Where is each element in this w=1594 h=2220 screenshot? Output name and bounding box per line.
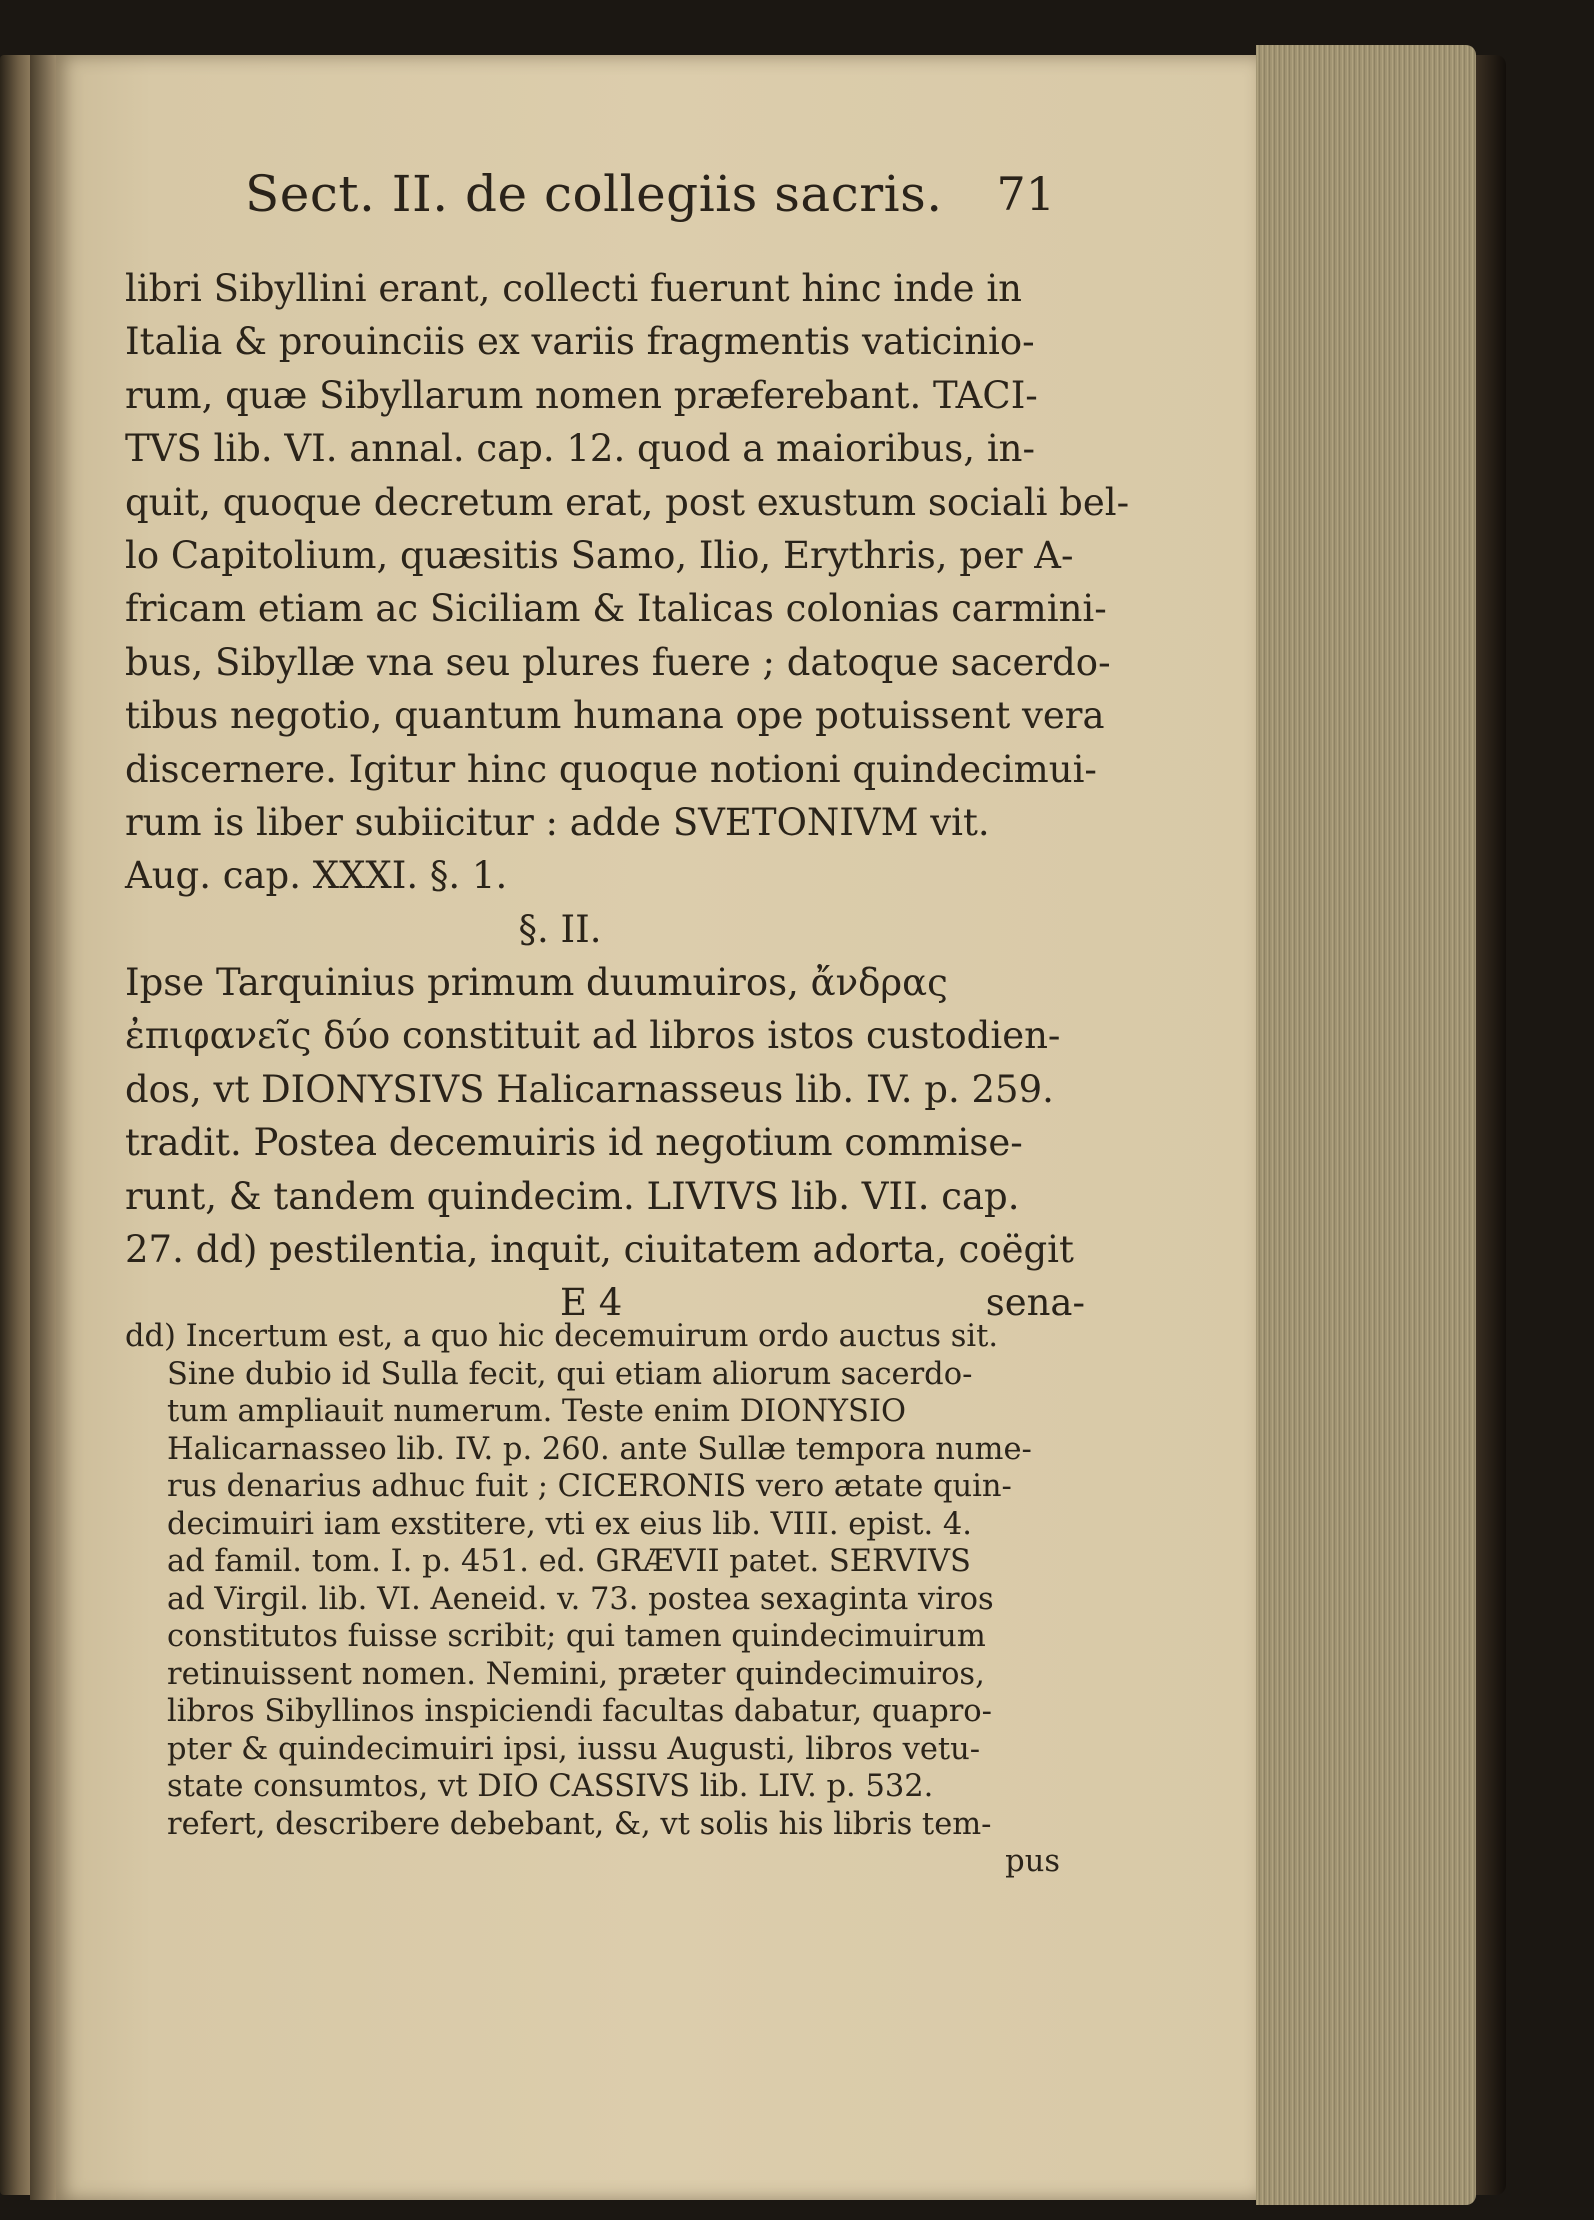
page-number: 71: [996, 167, 1055, 221]
footnote-line: libros Sibyllinos inspiciendi facultas dabatur, quapro-: [167, 1694, 992, 1729]
catchword: sena-: [985, 1281, 1085, 1325]
text-line: discernere. Igitur hinc quoque notioni quindecimui-: [125, 747, 1097, 791]
running-head-title: Sect. II. de collegiis sacris.: [245, 165, 943, 223]
footnote-line: ad Virgil. lib. VI. Aeneid. v. 73. postea sexaginta viros: [167, 1581, 994, 1617]
footnotes: [125, 1318, 1060, 1881]
main-text: [125, 262, 1130, 1330]
text-line: rum, quæ Sibyllarum nomen præferebant. TACI-: [125, 373, 1038, 417]
footnote-line: state consumtos, vt DIO CASSIVS lib. LIV. p. 532.: [167, 1769, 934, 1804]
footnote-line: Halicarnasseo lib. IV. p. 260. ante Sullæ tempora nume-: [167, 1431, 1032, 1467]
text-line: rum is liber subiicitur : adde SVETONIVM vit.: [125, 800, 990, 844]
footnote-line: Sine dubio id Sulla fecit, qui etiam aliorum sacerdo-: [167, 1356, 973, 1392]
text-line: Italia & prouinciis ex variis fragmentis vaticinio-: [125, 320, 1035, 364]
footnote-line: ad famil. tom. I. p. 451. ed. GRÆVII patet. SERVIVS: [167, 1544, 971, 1579]
section-heading: §. II.: [518, 907, 602, 951]
text-line: TVS lib. VI. annal. cap. 12. quod a maioribus, in-: [125, 427, 1035, 471]
footnote-line: retinuissent nomen. Nemini, præter quindecimuiros,: [167, 1656, 985, 1692]
footnote-line: constitutos fuisse scribit; qui tamen quindecimuirum: [167, 1619, 986, 1654]
text-line: quit, quoque decretum erat, post exustum sociali bel-: [125, 480, 1130, 524]
footnote-line: rus denarius adhuc fuit ; CICERONIS vero ætate quin-: [167, 1469, 1012, 1504]
footnote-line: decimuiri iam exstitere, vti ex eius lib. VIII. epist. 4.: [167, 1506, 972, 1542]
text-line: fricam etiam ac Siciliam & Italicas colonias carmini-: [125, 587, 1107, 631]
text-line: tradit. Postea decemuiris id negotium commise-: [125, 1121, 1023, 1165]
text-line: 27. dd) pestilentia, inquit, ciuitatem adorta, coëgit: [125, 1228, 1074, 1272]
footnote-line: dd) Incertum est, a quo hic decemuirum ordo auctus sit.: [125, 1319, 999, 1354]
text-line: ἐπιφανεῖς δύο constituit ad libros istos custodien-: [125, 1014, 1061, 1058]
text-line: Ipse Tarquinius primum duumuiros, ἄνδρας: [125, 961, 948, 1005]
footnote-catchword: pus: [1005, 1844, 1060, 1879]
text-line: runt, & tandem quindecim. LIVIVS lib. VII. cap.: [125, 1174, 1020, 1218]
book-cover-edge: [1476, 55, 1506, 2195]
text-line: tibus negotio, quantum humana ope potuissent vera: [125, 694, 1105, 738]
text-line: libri Sibyllini erant, collecti fuerunt hinc inde in: [125, 267, 1022, 310]
page-block-edge: [1256, 45, 1476, 2205]
left-page-edge: [0, 55, 30, 2195]
footnote-line: refert, describere debebant, &, vt solis his libris tem-: [167, 1806, 992, 1842]
footnote-line: tum ampliauit numerum. Teste enim DIONYSIO: [167, 1394, 906, 1429]
text-line: lo Capitolium, quæsitis Samo, Ilio, Erythris, per A-: [125, 533, 1074, 577]
footnote-line: pter & quindecimuiri ipsi, iussu Augusti, libros vetu-: [167, 1731, 981, 1767]
book-gutter: [30, 55, 56, 2200]
text-line: bus, Sibyllæ vna seu plures fuere ; datoque sacerdo-: [125, 640, 1111, 684]
text-line: dos, vt DIONYSIVS Halicarnasseus lib. IV. p. 259.: [125, 1067, 1054, 1111]
signature-mark: E 4: [560, 1281, 623, 1325]
running-head: [245, 165, 1055, 235]
text-line: Aug. cap. XXXI. §. 1.: [125, 854, 508, 898]
